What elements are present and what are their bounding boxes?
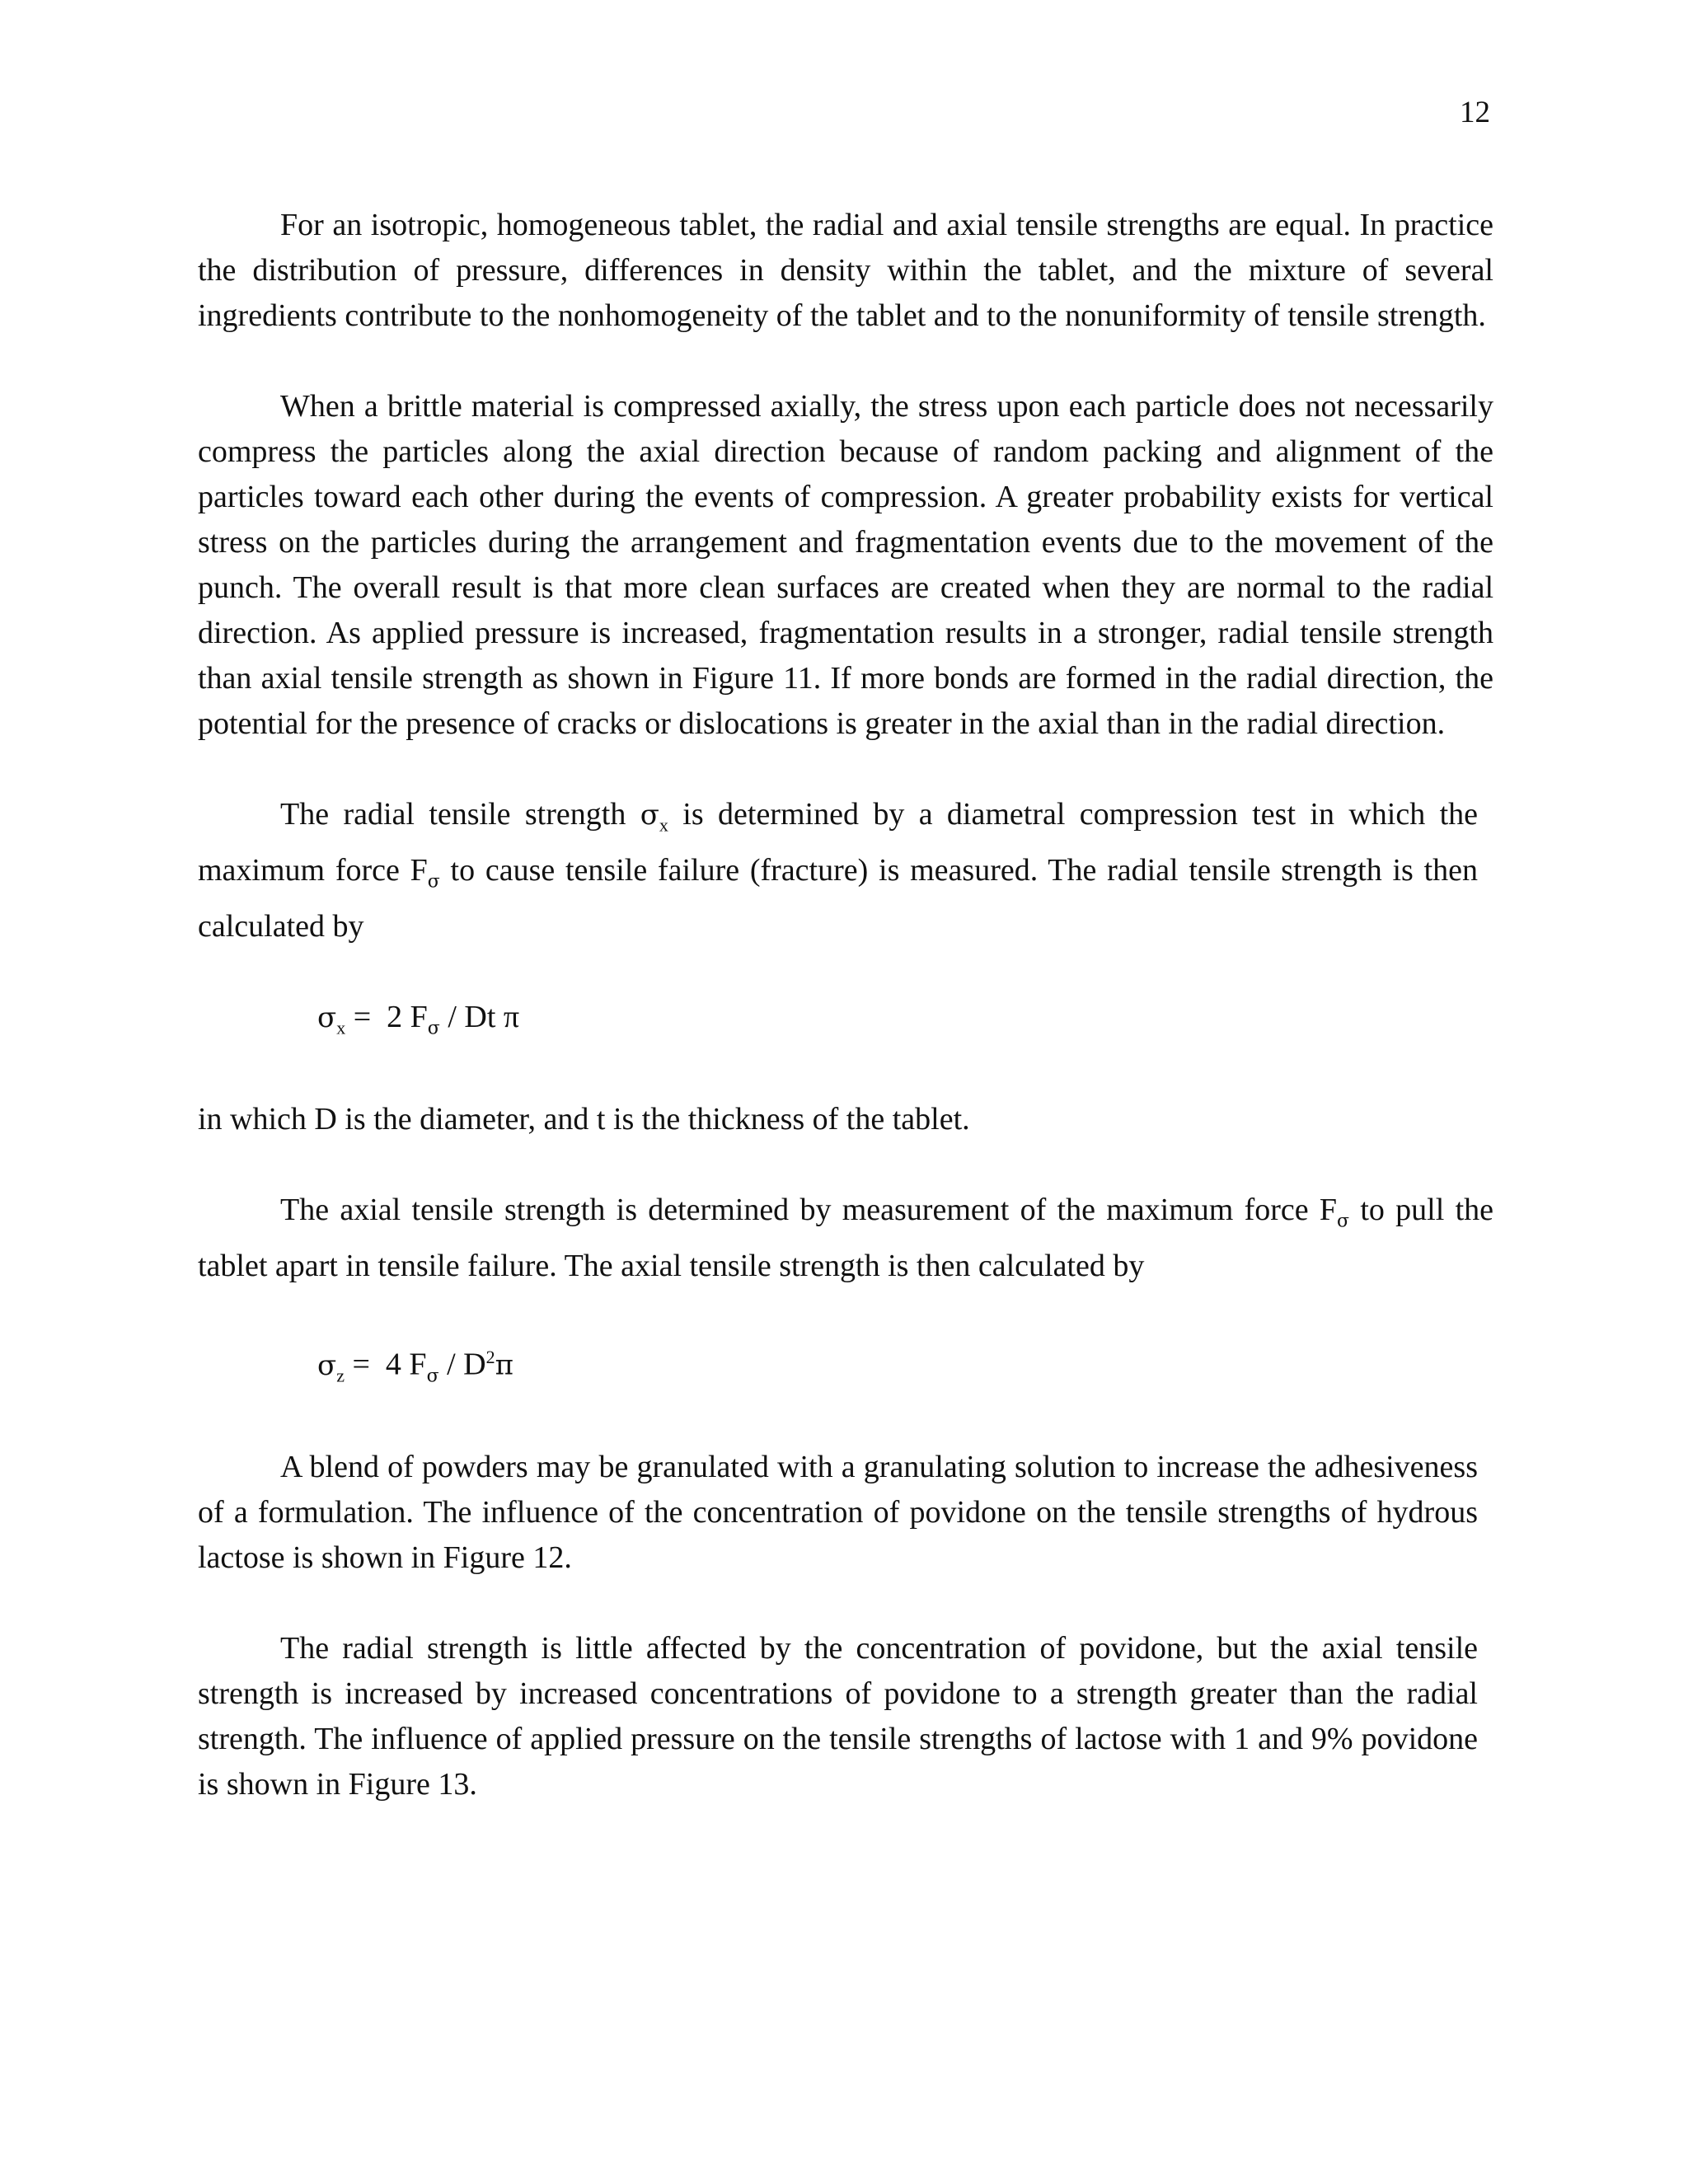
text-segment: to cause tensile failure (fracture) is measured. The radial tensile strength is then calculated by <box>198 852 1478 944</box>
equation-lhs: $\sigma_z$ <box>317 1349 345 1386</box>
f-sigma-sub: σ <box>1337 1211 1350 1232</box>
paragraph-granulation: A blend of powders may be granulated with a granulating solution to increase the adhesiveness of a formulation. The influence of the concentration of povidone on the tensile strengths of hydrous lactose is shown in Figure 12. <box>198 1449 1478 1575</box>
equation-rhs: / D <box>438 1347 486 1383</box>
text-segment: The axial tensile strength is determined by measurement of the maximum force F <box>280 1192 1338 1227</box>
equation-mid: = 4 F <box>344 1347 427 1383</box>
paragraph-radial-tensile-strength <box>198 792 1478 949</box>
paragraph-axial-tensile-strength <box>198 1188 1493 1290</box>
paragraph-definitions: in which D is the diameter, and t is the thickness of the tablet. <box>198 1101 970 1137</box>
text-segment: is determined by a diametral compression test in which the maximum force <box>198 797 1478 888</box>
equation-radial-tensile <box>198 995 1493 1052</box>
page-number: 12 <box>1460 96 1490 129</box>
equation-rhs: / Dt π <box>439 1000 520 1035</box>
equation-f-sub: σ <box>427 1018 440 1039</box>
sigma-x-symbol: $\sigma_x$ <box>640 799 668 836</box>
equation-lhs: $\sigma_x$ <box>317 1001 346 1038</box>
equation-exponent: 2 <box>485 1347 495 1368</box>
page-body <box>198 203 1493 1807</box>
f-sigma-symbol: $F_\sigma$ <box>410 852 440 893</box>
equation-f-sub: σ <box>426 1366 439 1387</box>
text-segment: to pull the tablet apart in tensile failure. The axial tensile strength is then calculated by <box>198 1192 1493 1284</box>
paragraph-povidone-effect: The radial strength is little affected by the concentration of povidone, but the axial tensile strength is increased by increased concentrations of povidone to a strength greater than the radial strength. The influence of applied pressure on the tensile strengths of lactose with 1 and 9% povidone is shown in Figure 13. <box>198 1630 1478 1802</box>
equation-pi: π <box>495 1349 513 1383</box>
paragraph-isotropic-tablet: For an isotropic, homogeneous tablet, the radial and axial tensile strengths are equal. In practice the distribution of pressure, differences in density within the tablet, and the mixture of several ingredients contribute to the nonhomogeneity of the tablet and to the nonuniformity of tensile strength. <box>198 208 1493 333</box>
equation-mid: = 2 F <box>345 1000 428 1035</box>
paragraph-brittle-compression: When a brittle material is compressed axially, the stress upon each particle does not necessarily compress the particles along the axial direction because of random packing and alignment of the particles toward each other during the events of compression. A greater probability exists for vertical stress on the particles during the arrangement and fragmentation events due to the movement of the punch. The overall result is that more clean surfaces are created when they are normal to the radial direction. As applied pressure is increased, fragmentation results in a stronger, radial tensile strength than axial tensile strength as shown in Figure 11. If more bonds are formed in the radial direction, the potential for the presence of cracks or dislocations is greater in the axial than in the radial direction. <box>198 389 1493 741</box>
equation-axial-tensile <box>198 1334 1493 1399</box>
text-segment: The radial tensile strength <box>280 797 640 832</box>
